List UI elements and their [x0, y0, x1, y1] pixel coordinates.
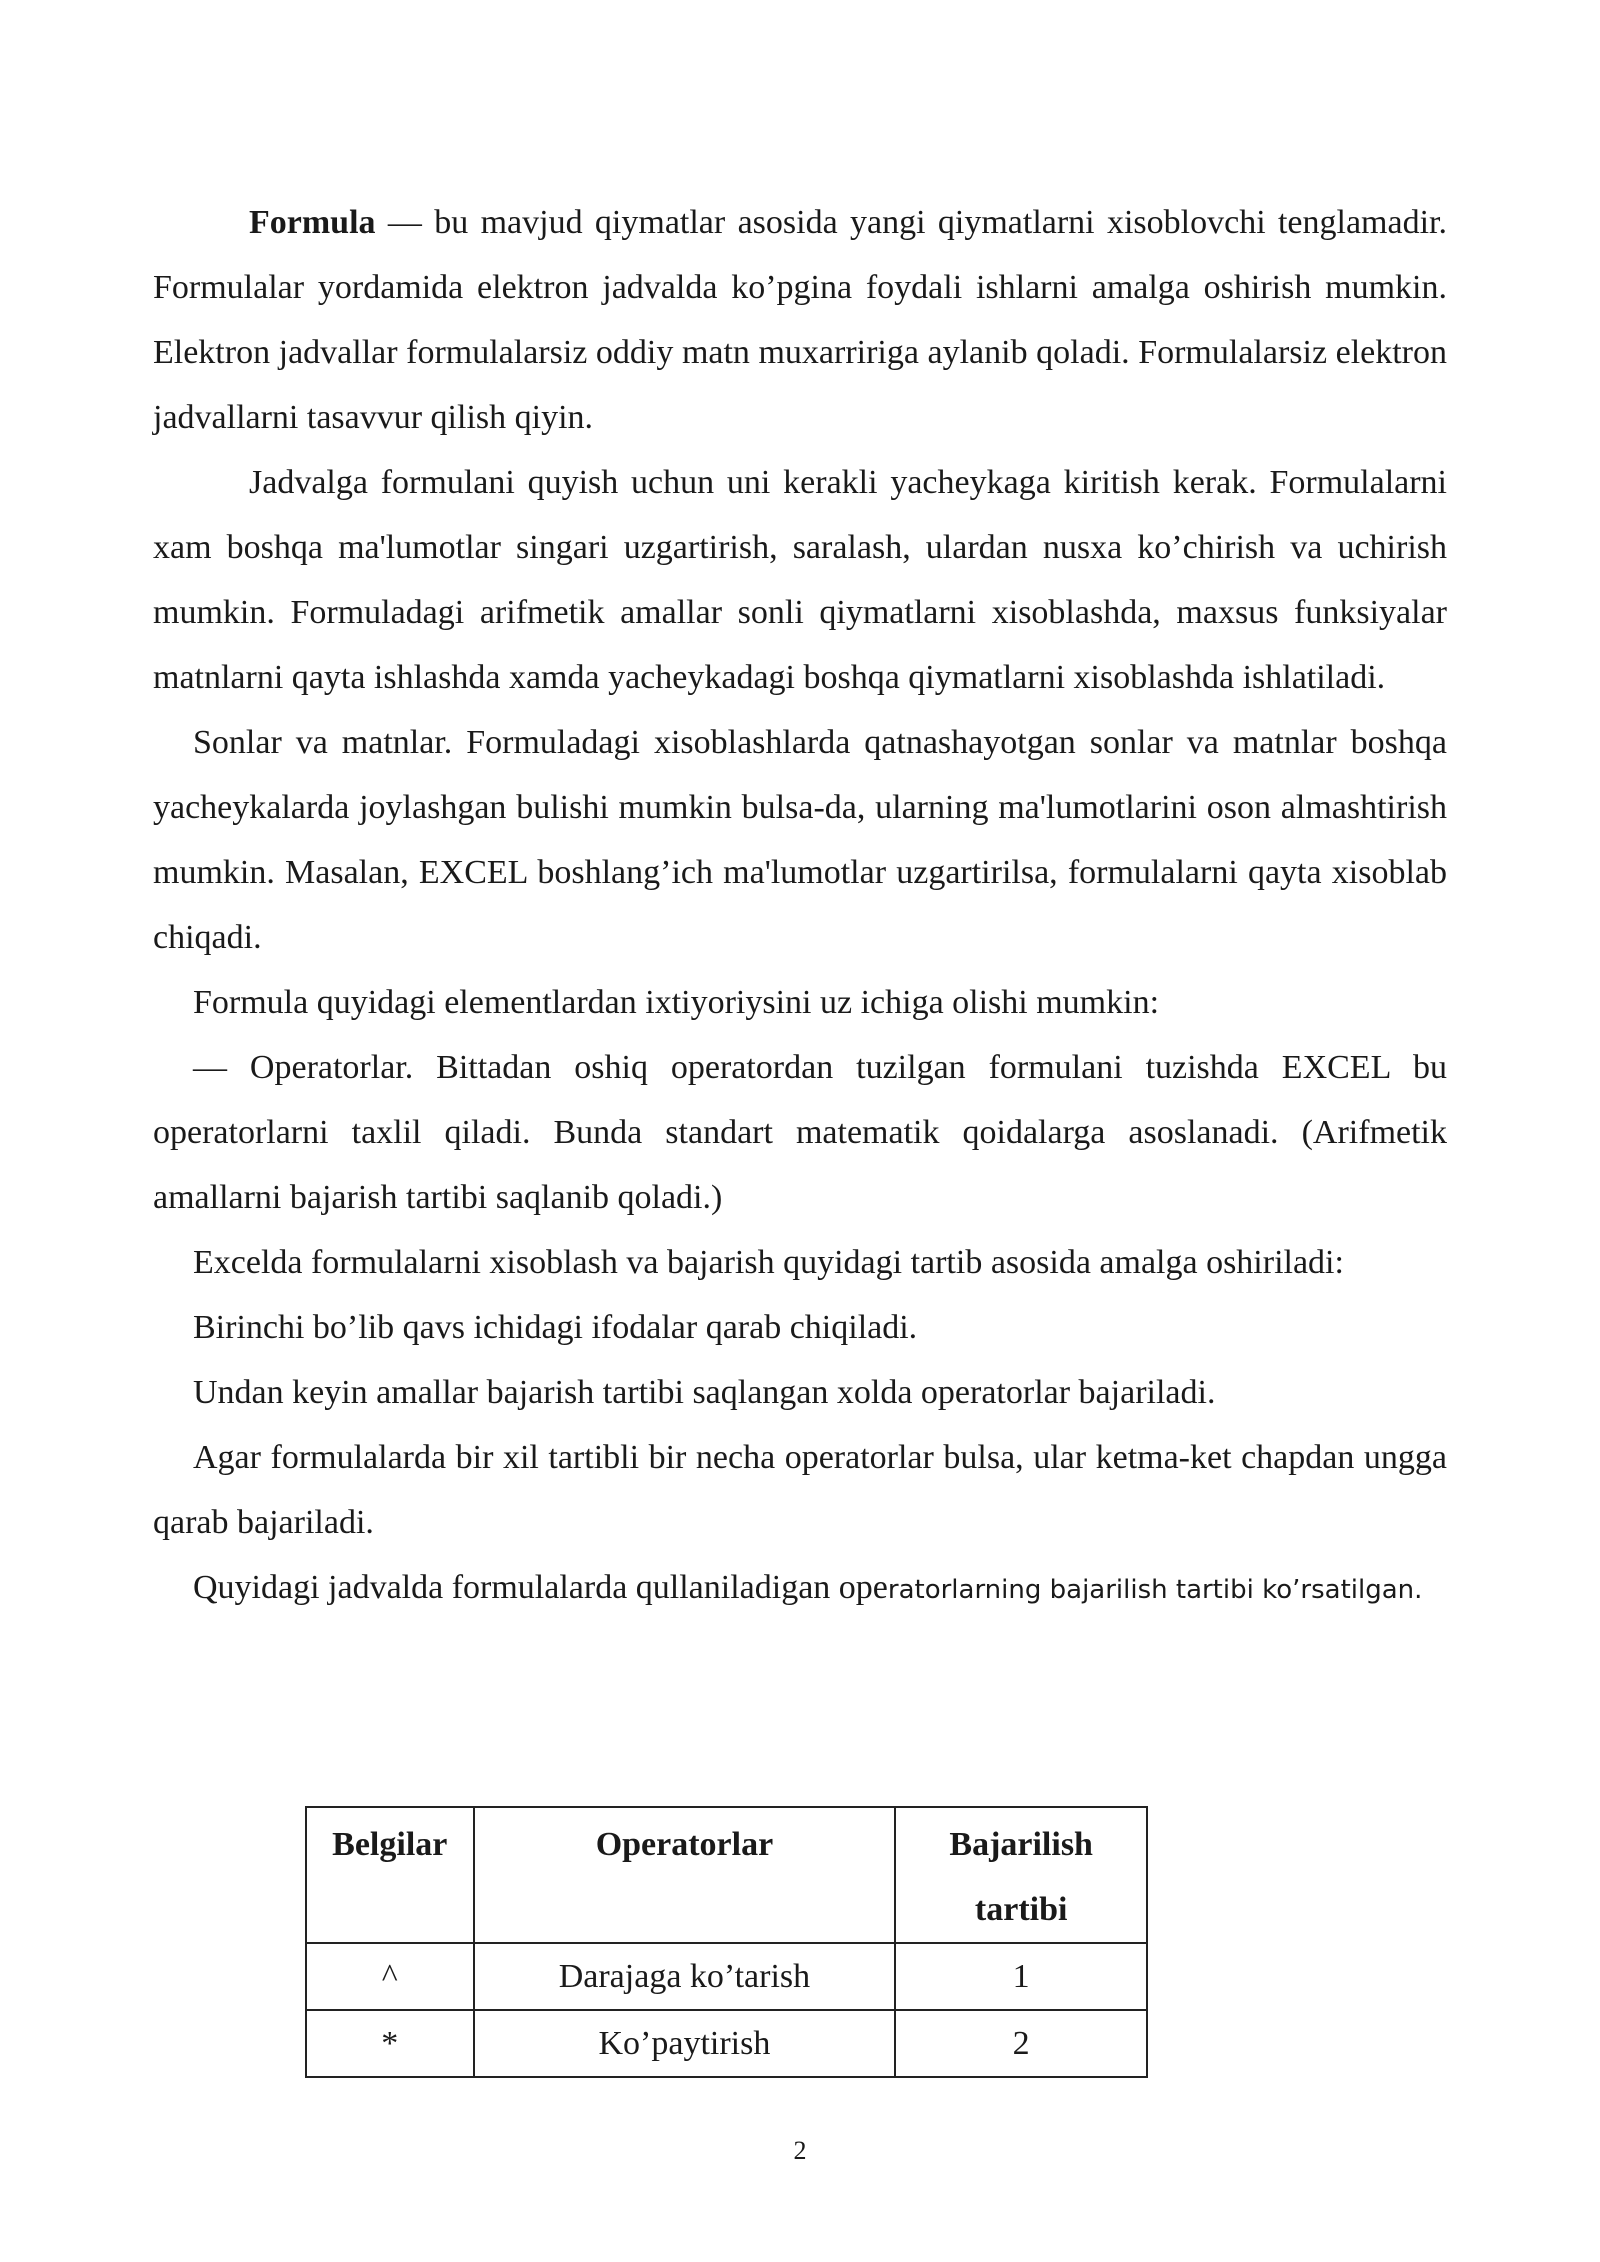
- table-header-row: [306, 1807, 1147, 1943]
- cell-order: 2: [895, 2010, 1147, 2077]
- paragraph-inserting-formula: Jadvalga formulani quyish uchun uni kerakli yacheykaga kiritish kerak. Formulalarni xam boshqa ma'lumotlar singari uzgartirish, saralash, ulardan nusxa ko’chirish va uchirish mumkin. Formuladagi arifmetik amallar sonli qiymatlarni xisoblashda, maxsus funksiyalar matnlarni qayta ishlashda xamda yacheykadagi boshqa qiymatlarni xisoblashda ishlatiladi.: [153, 464, 1447, 696]
- paragraph-table-intro: [153, 1555, 1447, 1623]
- paragraph-formula-elements: Formula quyidagi elementlardan ixtiyoriysini uz ichiga olishi mumkin:: [193, 984, 1160, 1021]
- paragraph-left-to-right: Agar formulalarda bir xil tartibli bir necha operatorlar bulsa, ular ketma-ket chapdan ungga qarab bajariladi.: [153, 1439, 1447, 1541]
- header-belgilar: Belgilar: [306, 1807, 474, 1943]
- table-row: [306, 2010, 1147, 2077]
- paragraph-excel-order: Excelda formulalarni xisoblash va bajarish quyidagi tartib asosida amalga oshiriladi:: [193, 1244, 1344, 1281]
- paragraph-parentheses-first: Birinchi bo’lib qavs ichidagi ifodalar qarab chiqiladi.: [193, 1309, 918, 1346]
- page-number: 2: [793, 2136, 807, 2165]
- operators-table: [305, 1806, 1148, 2078]
- paragraph-text: — bu mavjud qiymatlar asosida yangi qiymatlarni xisoblovchi tenglamadir. Formulalar yordamida elektron jadvalda ko’pgina foydali ishlarni amalga oshirish mumkin. Elektron jadvallar formulalarsiz oddiy matn muxarririga aylanib qoladi. Formulalarsiz elektron jadvallarni tasavvur qilish qiyin.: [153, 204, 1447, 436]
- cell-symbol: ^: [306, 1943, 474, 2010]
- table-row: [306, 1943, 1147, 2010]
- paragraph-numbers-and-text: Sonlar va matnlar. Formuladagi xisoblashlarda qatnashayotgan sonlar va matnlar boshqa yacheykalarda joylashgan bulishi mumkin bulsa-da, ularning ma'lumotlarini oson almashtirish mumkin. Masalan, EXCEL boshlang’ich ma'lumotlar uzgartirilsa, formulalarni qayta xisoblab chiqadi.: [153, 724, 1447, 956]
- paragraph-text-sans: ratorlarning bajarilish tartibi ko’rsatilgan.: [887, 1575, 1423, 1605]
- term-formula: Formula: [249, 204, 376, 241]
- cell-operator: Darajaga ko’tarish: [474, 1943, 896, 2010]
- paragraph-operators: — Operatorlar. Bittadan oshiq operatordan tuzilgan formulani tuzishda EXCEL bu operatorlarni taxlil qiladi. Bunda standart matematik qoidalarga asoslanadi. (Arifmetik amallarni bajarish tartibi saqlanib qoladi.): [153, 1049, 1447, 1216]
- cell-symbol: *: [306, 2010, 474, 2077]
- header-bajarilish-tartibi: Bajarilish tartibi: [895, 1807, 1147, 1943]
- paragraph-text: Quyidagi jadvalda formulalarda qullaniladigan ope: [193, 1569, 888, 1606]
- paragraph-formula-definition: [153, 190, 1447, 450]
- cell-order: 1: [895, 1943, 1147, 2010]
- cell-operator: Ko’paytirish: [474, 2010, 896, 2077]
- document-body: [153, 190, 1447, 1623]
- header-operatorlar: Operatorlar: [474, 1807, 896, 1943]
- paragraph-operator-order: Undan keyin amallar bajarish tartibi saqlangan xolda operatorlar bajariladi.: [193, 1374, 1216, 1411]
